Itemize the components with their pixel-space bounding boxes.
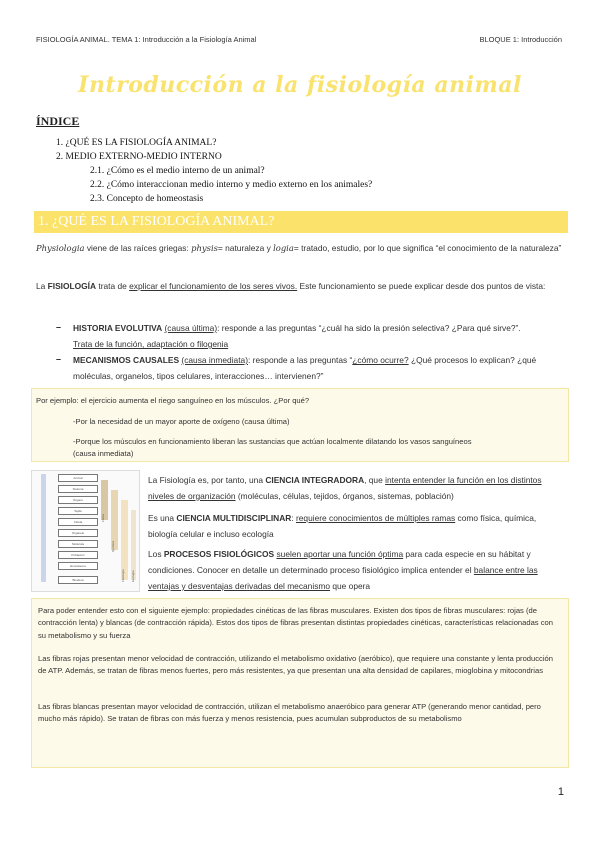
- section-title: 1. ¿QUÉ ES LA FISIOLOGÍA ANIMAL?: [38, 214, 275, 229]
- organization-levels-figure: Animal Sistema Órgano Tejido Célula Organelo Molécula Población Ecosistema Biosfera Física Química Fisiología Ecología: [31, 470, 138, 590]
- bullet-historia-evolutiva: HISTORIA EVOLUTIVA (causa última): responde a las preguntas “¿cuál ha sido la presión selectiva? ¿Para qué sirve?”. Trata de la función, adaptación o filogenia: [73, 323, 521, 349]
- index-item-2[interactable]: 2. MEDIO EXTERNO-MEDIO INTERNO: [56, 152, 222, 162]
- white-fibers-text: Las fibras blancas presentan mayor velocidad de contracción, utilizan el metabolismo anaeróbico para generar ATP (generando menor cantidad, pero mucho más rápido). Se tratan de fibras con más fuerza y menos resistencia, pues acumulan subproductos de su metabolismo: [38, 702, 541, 724]
- example-box-exercise: Por ejemplo: el ejercicio aumenta el riego sanguíneo en los músculos. ¿Por qué? -Por la necesidad de un mayor aporte de oxígeno (causa última) -Porque los músculos en funcionamiento liberan las sustancias que actúan localmente dilatando los vasos sanguíneos (causa inmediata): [31, 388, 569, 462]
- etymology-paragraph: Physiologia viene de las raíces griegas: physis= naturaleza y logia= tratado, estudio, por lo que significa “el conocimiento de la naturaleza”: [36, 243, 562, 253]
- index-item-1[interactable]: 1. ¿QUÉ ES LA FISIOLOGÍA ANIMAL?: [56, 138, 217, 148]
- index-item-2-1[interactable]: 2.1. ¿Cómo es el medio interno de un animal?: [90, 166, 265, 176]
- physiologia-word: Physiologia: [36, 243, 85, 253]
- header-right: BLOQUE 1: Introducción: [479, 35, 562, 44]
- fibers-intro: Para poder entender esto con el siguiente ejemplo: propiedades cinéticas de las fibras musculares. Existen dos tipos de fibras musculares: rojas (de contracción lenta) y blancas (de contracción rápida). Estos dos tipos de fibras presentan distintas propiedades cinéticas, características relacionadas con su metabolismo y su fuerza: [38, 606, 553, 640]
- level-box: Sistema: [58, 485, 98, 493]
- level-box: Biosfera: [58, 576, 98, 584]
- bracket-bar: [121, 500, 128, 580]
- level-box: Órgano: [58, 496, 98, 504]
- index-item-2-2[interactable]: 2.2. ¿Cómo interaccionan medio interno y medio externo en los animales?: [90, 180, 373, 190]
- bullet-dash: –: [56, 322, 62, 332]
- index-heading: ÍNDICE: [36, 114, 80, 128]
- procesos-paragraph: Los PROCESOS FISIOLÓGICOS suelen aportar una función óptima para cada especie en su hábitat y condiciones. Conocer en detalle un determinado proceso fisiológico implica entender el balance entre las ventajas y desventajas derivadas del mecanismo que opera: [148, 549, 538, 591]
- multidisciplinar-paragraph: Es una CIENCIA MULTIDISCIPLINAR: requiere conocimientos de múltiples ramas como física, química, biología celular e incluso ecología: [148, 513, 537, 539]
- level-box: Tejido: [58, 507, 98, 515]
- level-box: Célula: [58, 518, 98, 526]
- bullet-mecanismos-causales: MECANISMOS CAUSALES (causa inmediata): responde a las preguntas “¿cómo ocurre? ¿Qué procesos lo explican? ¿qué moléculas, organelos, tipos celulares, interacciones… intervienen?”: [73, 355, 537, 381]
- level-box: Animal: [58, 474, 98, 482]
- bracket-bar: [41, 474, 46, 582]
- page-number: 1: [557, 786, 564, 798]
- bullet-dash: –: [56, 354, 62, 364]
- red-fibers-text: Las fibras rojas presentan menor velocidad de contracción, utilizando el metabolismo oxidativo (aeróbico), que requiere una constante y lenta producción de ATP. Además, se tratan de fibras menos fuertes, pero más resistentes, ya que presentan una alta densidad de capilares, mioglobina y mitocondrias: [38, 654, 553, 676]
- index-item-2-3[interactable]: 2.3. Concepto de homeostasis: [90, 194, 204, 204]
- level-box: Molécula: [58, 540, 98, 548]
- integradora-paragraph: La Fisiología es, por tanto, una CIENCIA INTEGRADORA, que intenta entender la función en los distintos niveles de organización (moléculas, células, tejidos, órganos, sistemas, población): [148, 475, 542, 501]
- level-box: Ecosistema: [58, 562, 98, 570]
- level-box: Población: [58, 551, 98, 559]
- page-title: Introducción a la fisiología animal: [78, 72, 522, 98]
- level-box: Organelo: [58, 529, 98, 537]
- definition-paragraph: La FISIOLOGÍA trata de explicar el funcionamiento de los seres vivos. Este funcionamiento se puede explicar desde dos puntos de vista:: [36, 281, 546, 291]
- example-box-muscle-fibers: [31, 598, 569, 768]
- header-left: FISIOLOGÍA ANIMAL. TEMA 1: Introducción a la Fisiología Animal: [36, 35, 257, 44]
